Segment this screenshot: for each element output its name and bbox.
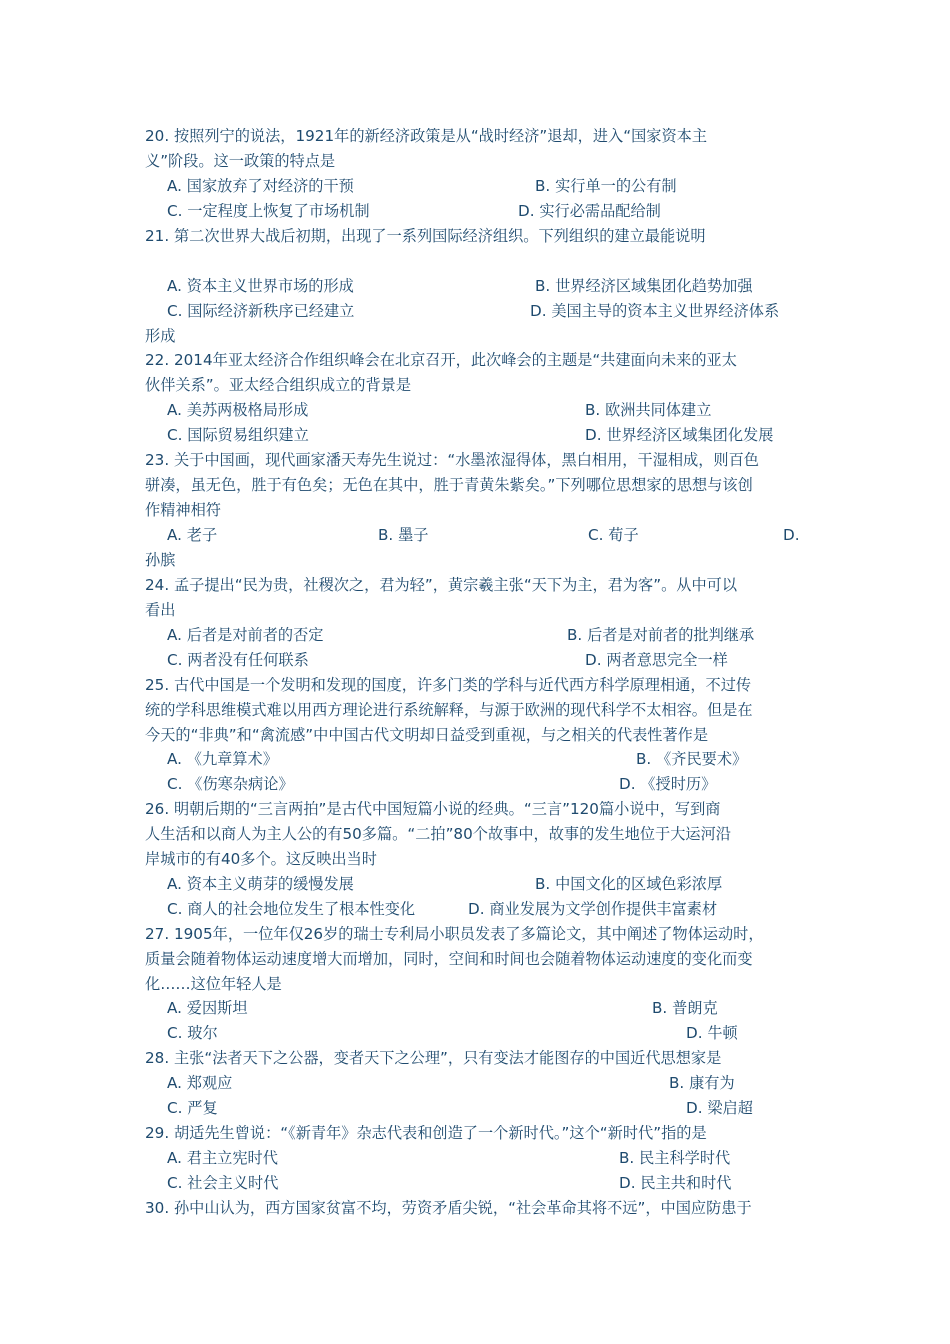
question-stem-line: 27. 1905年，一位年仅26岁的瑞士专利局小职员发表了多篇论文，其中阐述了物体运动时， [145, 925, 764, 943]
option-d: D. 实行必需品配给制 [518, 202, 661, 220]
option-a: A. 资本主义世界市场的形成 [167, 277, 354, 295]
option-d: D. 两者意思完全一样 [585, 651, 728, 669]
question-stem-line: 21. 第二次世界大战后初期，出现了一系列国际经济组织。下列组织的建立最能说明 [145, 227, 706, 245]
question-stem-line: 25. 古代中国是一个发明和发现的国度，许多门类的学科与近代西方科学原理相通，不过传 [145, 676, 752, 694]
question-stem-line: 29. 胡适先生曾说：“《新青年》杂志代表和创造了一个新时代。”这个“新时代”指的是 [145, 1124, 707, 1142]
option-b: B. 实行单一的公有制 [535, 177, 677, 195]
option-d: D. 美国主导的资本主义世界经济体系 [530, 302, 780, 320]
option-d: D. 《授时历》 [619, 775, 717, 793]
option-d: D. 商业发展为文学创作提供丰富素材 [468, 900, 718, 918]
question-stem-line: 24. 孟子提出“民为贵，社稷次之，君为轻”，黄宗羲主张“天下为主，君为客”。从中可以 [145, 576, 738, 594]
option-a: A. 后者是对前者的否定 [167, 626, 324, 644]
option-c: C. 荀子 [588, 526, 639, 544]
question-stem-line: 22. 2014年亚太经济合作组织峰会在北京召开，此次峰会的主题是“共建面向未来的亚太 [145, 351, 737, 369]
question-stem-line: 20. 按照列宁的说法，1921年的新经济政策是从“战时经济”退却，进入“国家资本主 [145, 127, 708, 145]
option-a: A. 《九章算术》 [167, 750, 278, 768]
option-d: D. 民主共和时代 [619, 1174, 732, 1192]
option-a: A. 爱因斯坦 [167, 999, 248, 1017]
option-a: A. 老子 [167, 526, 218, 544]
question-stem-line: 30. 孙中山认为，西方国家贫富不均，劳资矛盾尖锐，“社会革命其将不远”，中国应防患于 [145, 1199, 752, 1217]
option-b: B. 墨子 [378, 526, 429, 544]
option-b: B. 欧洲共同体建立 [585, 401, 712, 419]
option-b: B. 中国文化的区域色彩浓厚 [535, 875, 723, 893]
question-stem-line: 人生活和以商人为主人公的有50多篇。“二拍”80个故事中，故事的发生地位于大运河沿 [145, 825, 731, 843]
option-d: D. 牛顿 [686, 1024, 738, 1042]
question-stem-line: 作精神相符 [145, 501, 221, 519]
question-stem-line: 26. 明朝后期的“三言两拍”是古代中国短篇小说的经典。“三言”120篇小说中，写到商 [145, 800, 721, 818]
option-c: C. 严复 [167, 1099, 218, 1117]
option-c: C. 两者没有任何联系 [167, 651, 309, 669]
option-d: D. 梁启超 [686, 1099, 753, 1117]
option-d: D. [783, 526, 800, 544]
question-stem-line: 统的学科思维模式难以用西方理论进行系统解释，与源于欧洲的现代科学不太相容。但是在 [145, 701, 753, 719]
question-stem-line: 伙伴关系”。亚太经合组织成立的背景是 [145, 376, 412, 394]
question-stem-line: 23. 关于中国画，现代画家潘天寿先生说过：“水墨浓湿得体，黑白相用，干湿相成，则百色 [145, 451, 759, 469]
option-a: A. 资本主义萌芽的缓慢发展 [167, 875, 354, 893]
option-b: B. 民主科学时代 [619, 1149, 731, 1167]
option-c: C. 社会主义时代 [167, 1174, 279, 1192]
option-a: A. 美苏两极格局形成 [167, 401, 309, 419]
question-stem-line: 今天的“非典”和“禽流感”中中国古代文明却日益受到重视，与之相关的代表性著作是 [145, 726, 709, 744]
option-c: C. 一定程度上恢复了市场机制 [167, 202, 370, 220]
option-c: C. 国际经济新秩序已经建立 [167, 302, 355, 320]
option-a: A. 国家放弃了对经济的干预 [167, 177, 354, 195]
option-a: A. 君主立宪时代 [167, 1149, 278, 1167]
question-stem-line: 化……这位年轻人是 [145, 975, 282, 993]
option-b: B. 世界经济区域集团化趋势加强 [535, 277, 753, 295]
question-stem-line: 看出 [145, 601, 176, 619]
option-c: C. 国际贸易组织建立 [167, 426, 309, 444]
question-stem-line: 28. 主张“法者天下之公器，变者天下之公理”，只有变法才能图存的中国近代思想家是 [145, 1049, 722, 1067]
option-b: B. 普朗克 [652, 999, 718, 1017]
option-b: B. 《齐民要术》 [636, 750, 748, 768]
question-stem-line: 义”阶段。这一政策的特点是 [145, 152, 336, 170]
option-b: B. 后者是对前者的批判继承 [567, 626, 755, 644]
option-a: A. 郑观应 [167, 1074, 233, 1092]
option-c: C. 《伤寒杂病论》 [167, 775, 294, 793]
option-c: C. 玻尔 [167, 1024, 218, 1042]
option-b: B. 康有为 [669, 1074, 735, 1092]
option-d-continuation: 形成 [145, 327, 176, 345]
option-c: C. 商人的社会地位发生了根本性变化 [167, 900, 416, 918]
question-stem-line: 质量会随着物体运动速度增大而增加，同时，空间和时间也会随着物体运动速度的变化而变 [145, 950, 753, 968]
question-stem-line: 岸城市的有40多个。这反映出当时 [145, 850, 377, 868]
option-d: D. 世界经济区域集团化发展 [585, 426, 774, 444]
option-d-continuation: 孙膑 [145, 551, 176, 569]
question-stem-line: 骈凑，虽无色，胜于有色矣；无色在其中，胜于青黄朱紫矣。”下列哪位思想家的思想与该创 [145, 476, 753, 494]
